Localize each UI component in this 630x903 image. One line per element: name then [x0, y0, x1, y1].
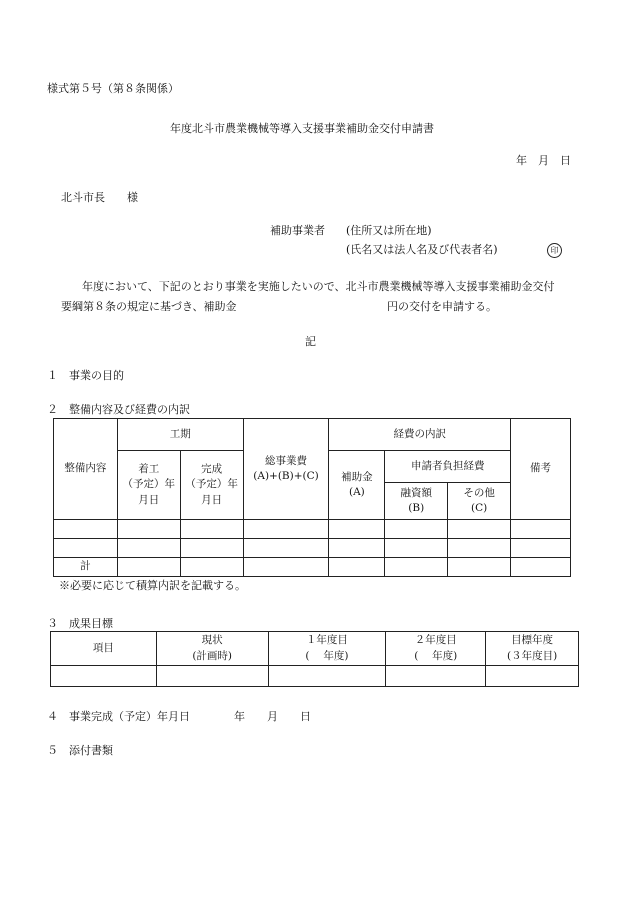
applicant-name: (氏名又は法人名及び代表者名) [346, 243, 498, 256]
header-start: 着工 （予定）年 月日 [117, 451, 180, 520]
ki-heading: 記 [305, 335, 316, 348]
header-loan: 融資額 (B) [385, 483, 448, 520]
header-other: その他 (C) [448, 483, 511, 520]
table-note: ※必要に応じて積算内訳を記載する。 [59, 579, 246, 592]
header-remarks: 備考 [511, 419, 571, 520]
body-line-1: 年度において、下記のとおり事業を実施したいので、北斗市農業機械等導入支援事業補助金交付 [82, 280, 555, 293]
expense-table [53, 418, 571, 577]
header-total: 総事業費 (A)+(B)+(C) [243, 419, 329, 520]
header-subsidy: 補助金 (A) [329, 451, 385, 520]
addressee: 北斗市長 様 [61, 191, 138, 204]
total-row [54, 558, 571, 577]
body-line-2b: 円の交付を申請する。 [387, 300, 497, 313]
seal-mark: 印 [547, 243, 562, 258]
section-4-date: 年 月 日 [234, 710, 311, 723]
outcome-header-year1: １年度目 ( 年度) [268, 632, 386, 666]
table-row [51, 666, 579, 687]
outcome-header-item: 項目 [51, 632, 157, 666]
header-period: 工期 [117, 419, 243, 451]
section-1-heading: １ 事業の目的 [47, 369, 124, 382]
form-number: 様式第５号（第８条関係） [47, 82, 179, 95]
section-4-label: ４ 事業完成（予定）年月日 [47, 710, 190, 723]
applicant-address: (住所又は所在地) [346, 224, 432, 237]
document-title: 年度北斗市農業機械等導入支援事業補助金交付申請書 [170, 122, 434, 135]
section-2-heading: ２ 整備内容及び経費の内訳 [47, 403, 190, 416]
section-3-heading: ３ 成果目標 [47, 617, 113, 630]
section-5-heading: ５ 添付書類 [47, 744, 113, 757]
table-row [54, 539, 571, 558]
outcome-header-current: 現状 (計画時) [156, 632, 268, 666]
table-row [54, 520, 571, 539]
outcome-header-target: 目標年度 (３年度目) [486, 632, 579, 666]
header-breakdown: 経費の内訳 [329, 419, 511, 451]
outcome-table [50, 631, 579, 687]
applicant-label: 補助事業者 [270, 224, 325, 237]
header-burden: 申請者負担経費 [385, 451, 511, 483]
header-finish: 完成 （予定）年 月日 [180, 451, 243, 520]
header-item: 整備内容 [54, 419, 118, 520]
total-label: 計 [54, 558, 118, 577]
body-line-2a: 要綱第８条の規定に基づき、補助金 [61, 300, 237, 313]
outcome-header-year2: ２年度目 ( 年度) [386, 632, 486, 666]
date-line: 年 月 日 [516, 154, 571, 167]
